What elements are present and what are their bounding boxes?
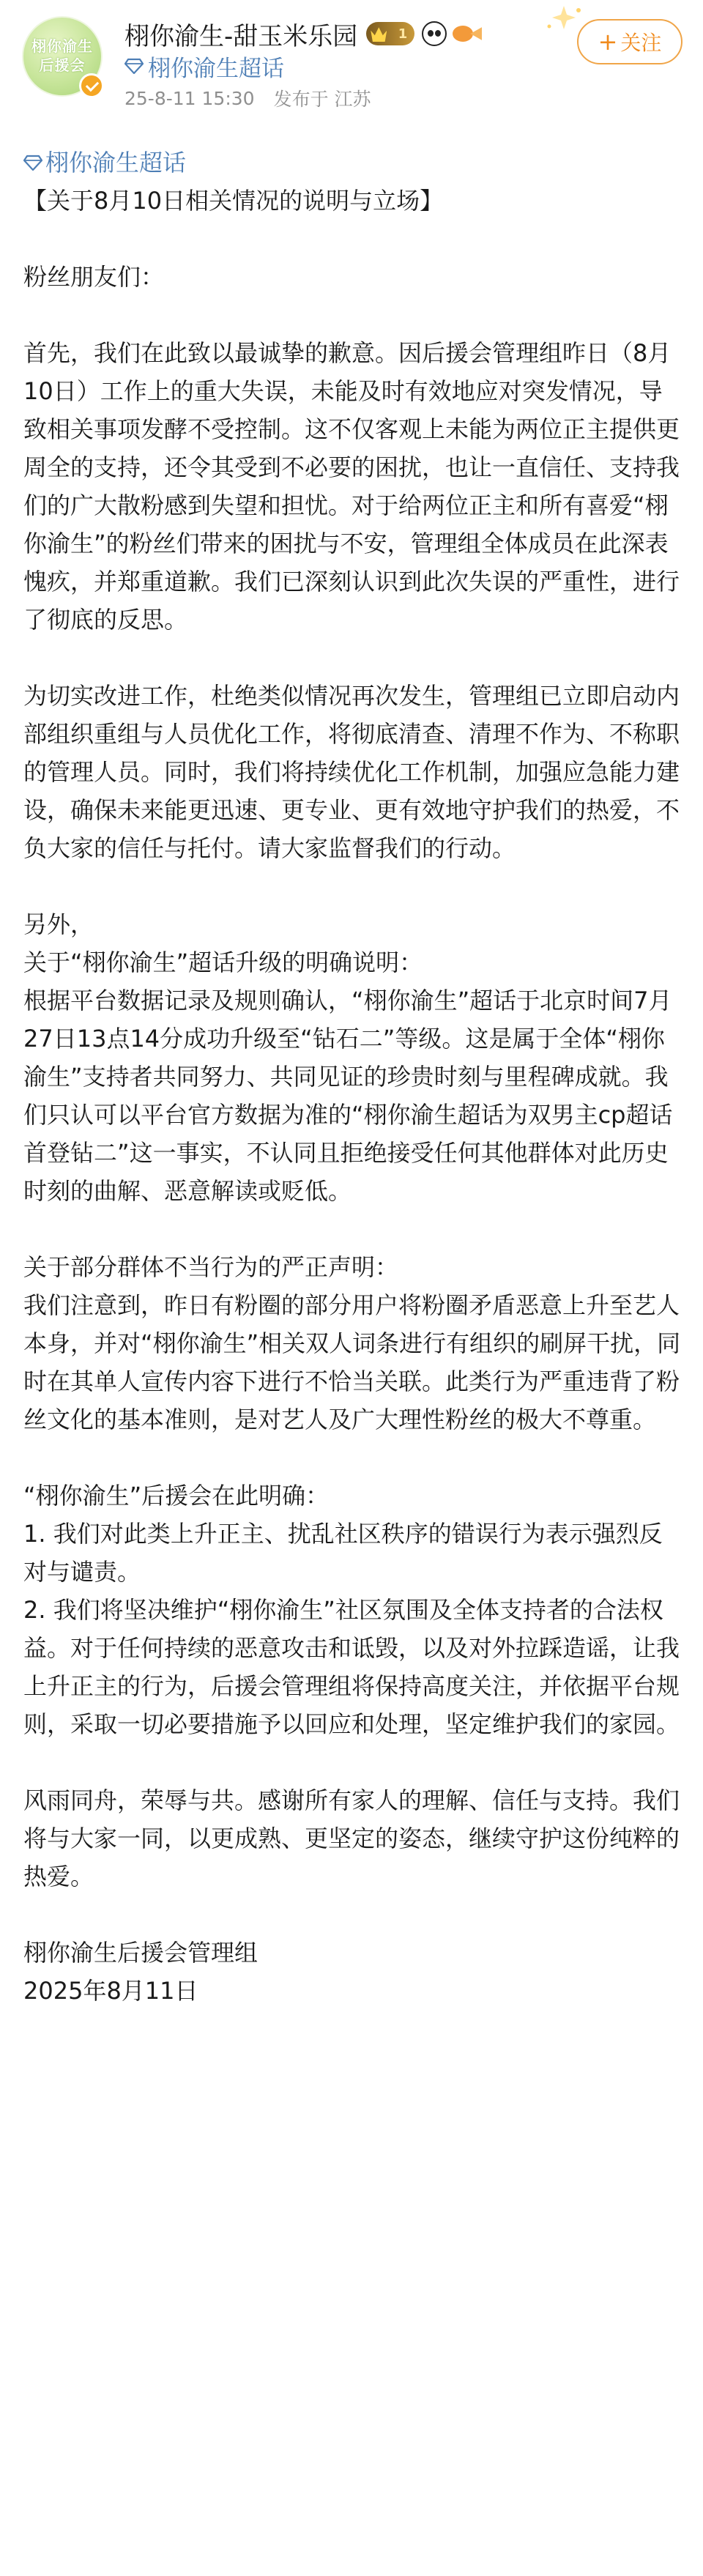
username[interactable]: 栩你渝生-甜玉米乐园 [124,21,358,51]
sparkle-icon [542,4,586,34]
paragraph-closing: 风雨同舟，荣辱与共。感谢所有家人的理解、信任与支持。我们将与大家一同，以更成熟、更坚定的姿态，继续守护这份纯粹的热爱。 [23,1786,680,1890]
crown-icon [371,26,387,42]
post-time: 25-8-11 15:30 [124,87,255,109]
verified-icon [79,73,104,98]
follow-label: 关注 [620,31,662,55]
supertopic-link[interactable]: 栩你渝生超话 [148,55,284,82]
signature: 栩你渝生后援会管理组 [23,1939,258,1967]
supertopic-row[interactable] [124,51,284,81]
post-header [0,0,703,139]
post-location: 发布于 江苏 [273,89,371,110]
list-item: 1. 我们对此类上升正主、扰乱社区秩序的错误行为表示强烈反对与谴责。 [23,1520,663,1586]
paragraph-line: 另外， [23,910,94,938]
paragraph-statement: 我们注意到，昨日有粉圈的部分用户将粉圈矛盾恶意上升至艺人本身，并对“栩你渝生”相关双人词条进行有组织的刷屏干扰，同时在其单人宣传内容下进行不恰当关联。此类行为严重违背了粉丝文化的基本准则，是对艺人及广大理性粉丝的极大不尊重。 [23,1291,681,1433]
vip-level-badge[interactable] [366,22,414,45]
paragraph-apology: 首先，我们在此致以最诚挚的歉意。因后援会管理组昨日（8月10日）工作上的重大失误，未能及时有效地应对突发情况，导致相关事项发酵不受控制。这不仅客观上未能为两位正主提供更周全的支持，还令其受到不必要的困扰，也让一直信任、支持我们的广大散粉感到失望和担忧。对于给两位正主和所有喜爱“栩你渝生”的粉丝们带来的困扰与不安，管理组全体成员在此深表愧疚，并郑重道歉。我们已深刻认识到此次失误的严重性，进行了彻底的反思。 [23,339,680,634]
post-date: 2025年8月11日 [23,1977,198,2005]
paragraph-line: “栩你渝生”后援会在此明确： [23,1482,330,1510]
paragraph-improvement: 为切实改进工作，杜绝类似情况再次发生，管理组已立即启动内部组织重组与人员优化工作，将彻底清查、清理不作为、不称职的管理人员。同时，我们将持续优化工作机制，加强应急能力建设，确保未来能更迅速、更专业、更有效地守护我们的热爱，不负大家的信任与托付。请大家监督我们的行动。 [23,682,680,862]
topic-tag[interactable] [23,144,682,182]
paragraph-line: 关于“栩你渝生”超话升级的明确说明： [23,949,423,976]
diamond-icon [124,58,144,74]
list-item: 2. 我们将坚决维护“栩你渝生”社区氛围及全体支持者的合法权益。对于任何持续的恶意攻击和诋毁，以及对外拉踩造谣，让我上升正主的行为，后援会管理组将保持高度关注，并依据平台规则，采取一切必要措施予以回应和处理，坚定维护我们的家园。 [23,1596,680,1738]
post-content [23,144,682,2010]
plus-icon: + [598,28,618,56]
paragraph-line: 关于部分群体不当行为的严正声明： [23,1253,399,1281]
vip-level-value: 1 [398,26,408,42]
post-meta [124,85,371,111]
avatar-text: 栩你渝生 后援会 [31,37,93,74]
follow-button[interactable] [577,19,682,64]
greeting: 粉丝朋友们： [23,263,165,291]
diamond-icon [23,155,42,171]
fish-icon[interactable] [453,23,482,45]
paragraph-upgrade: 根据平台数据记录及规则确认，“栩你渝生”超话于北京时间7月27日13点14分成功升级至“钻石二”等级。这是属于全体“栩你渝生”支持者共同努力、共同见证的珍贵时刻与里程碑成就。我们只认可以平台官方数据为准的“栩你渝生超话为双男主cp超话首登钻二”这一事实，不认同且拒绝接受任何其他群体对此历史时刻的曲解、恶意解读或贬低。 [23,987,673,1205]
topic-tag-label: 栩你渝生超话 [45,149,187,177]
panda-icon[interactable] [422,21,447,46]
username-row [124,18,482,50]
post-title: 【关于8月10日相关情况的说明与立场】 [23,187,444,215]
